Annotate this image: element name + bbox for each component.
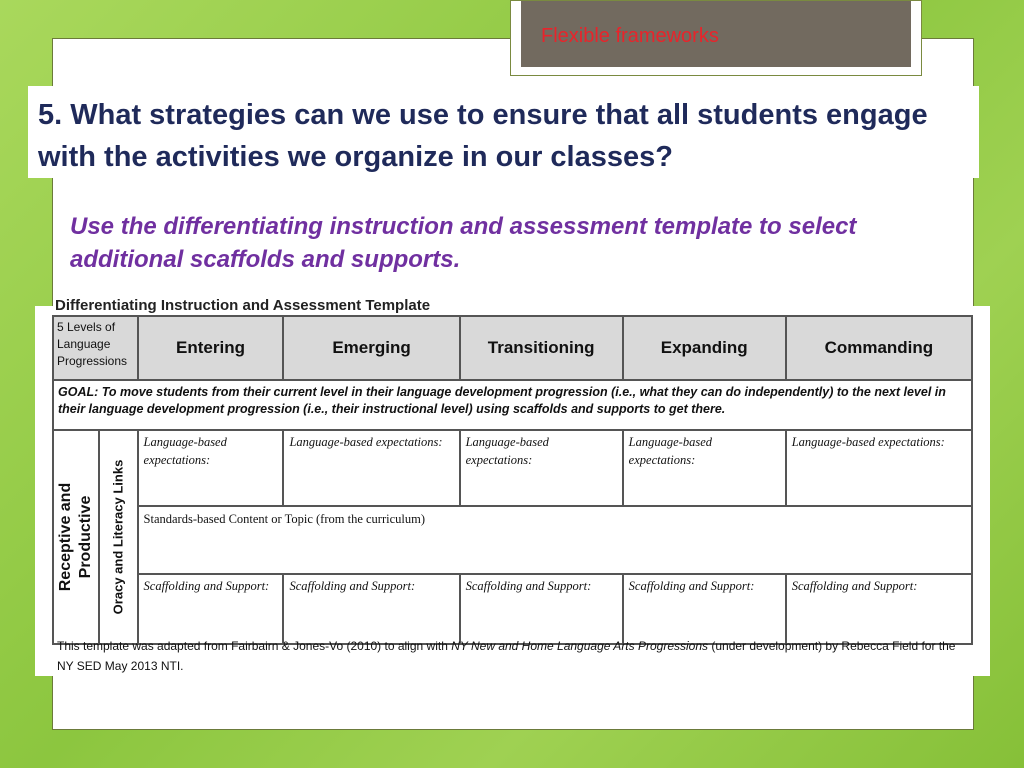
standards-row: Standards-based Content or Topic (from the curriculum) xyxy=(138,506,972,574)
level-expanding: Expanding xyxy=(623,316,786,380)
language-expectations-expanding: Language-based expectations: xyxy=(623,430,786,506)
level-header: 5 Levels of Language Progressions xyxy=(53,316,138,380)
slide-title: 5. What strategies can we use to ensure that all students engage with the activities we organize in our classes? xyxy=(38,99,928,173)
table-row xyxy=(53,574,972,644)
slide-subtitle: Use the differentiating instruction and assessment template to select additional scaffolds and supports. xyxy=(70,213,857,273)
side-label-cell-1 xyxy=(53,430,99,644)
template-title: Differentiating Instruction and Assessment Template xyxy=(55,297,431,314)
language-expectations-entering: Language-based expectations: xyxy=(138,430,284,506)
language-expectations-transitioning: Language-based expectations: xyxy=(460,430,623,506)
table-row xyxy=(53,316,972,380)
language-expectations-commanding: Language-based expectations: xyxy=(786,430,972,506)
footnote-italic: NY New and Home Language Arts Progressions xyxy=(451,639,709,653)
title-box xyxy=(28,86,979,178)
footnote-text: This template was adapted from Fairbairn & Jones-Vo (2010) to align with xyxy=(57,639,452,653)
table-row xyxy=(53,380,972,430)
goal-text: To move students from their current level in their language development progression (i.e., what they can do independently) to the next level in their language development progression (i.e., their instructional level) using scaffolds and supports to get there. xyxy=(58,385,946,416)
template-footnote xyxy=(57,636,957,676)
scaffolding-commanding: Scaffolding and Support: xyxy=(786,574,972,644)
level-transitioning: Transitioning xyxy=(460,316,623,380)
language-expectations-emerging: Language-based expectations: xyxy=(283,430,459,506)
scaffolding-expanding: Scaffolding and Support: xyxy=(623,574,786,644)
template-table xyxy=(52,315,973,645)
table-row xyxy=(53,506,972,574)
goal-row xyxy=(53,380,972,430)
side-label-receptive-productive: Receptive and Productive xyxy=(57,482,95,592)
template-image xyxy=(35,297,990,676)
level-entering: Entering xyxy=(138,316,284,380)
goal-label: GOAL: xyxy=(58,385,99,399)
side-label-cell-2 xyxy=(99,430,137,644)
section-tag xyxy=(510,0,922,76)
table-row xyxy=(53,430,972,506)
footnote-text-end: (under development) by Rebecca Field for the NY SED May 2013 NTI. xyxy=(57,639,956,673)
section-tag-label: Flexible frameworks xyxy=(541,25,719,47)
level-emerging: Emerging xyxy=(283,316,459,380)
scaffolding-emerging: Scaffolding and Support: xyxy=(283,574,459,644)
side-label-oracy-literacy: Oracy and Literacy Links xyxy=(110,459,126,615)
scaffolding-entering: Scaffolding and Support: xyxy=(138,574,284,644)
scaffolding-transitioning: Scaffolding and Support: xyxy=(460,574,623,644)
level-commanding: Commanding xyxy=(786,316,972,380)
